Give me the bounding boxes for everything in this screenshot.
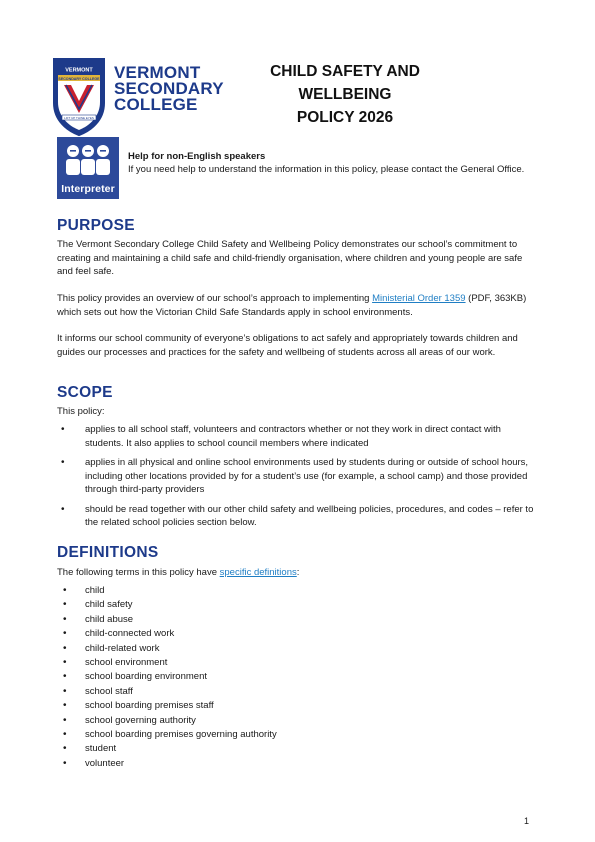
svg-text:LIFT UP THINE EYES: LIFT UP THINE EYES [64,115,94,120]
definitions-intro-post: : [296,567,300,578]
title-line-2: POLICY 2026 [296,109,394,126]
logo-line-3: COLLEGE [114,95,198,114]
title-line-1: CHILD SAFETY AND WELLBEING [270,63,420,103]
scope-list [57,423,537,536]
purpose-p2-post: (PDF, 363KB) which sets out how the Victorian Child Safe Standards apply in school environments. [57,293,527,318]
definition-item: • child [57,584,457,598]
definitions-intro-pre: The following terms in this policy have [57,567,220,578]
purpose-paragraph-3: It informs our school community of everyone’s obligations to act safely and appropriately towards children and guides our processes and practices for the safety and wellbeing of students across all areas of our work. [57,333,518,358]
help-notice [128,150,548,176]
definition-item: • volunteer [57,757,457,771]
definitions-intro [57,566,537,580]
svg-text:SECONDARY COLLEGE: SECONDARY COLLEGE [58,76,100,81]
definition-item: • child abuse [57,613,457,627]
definition-item: • school environment [57,656,457,670]
page-number: 1 [524,816,530,826]
definition-item: • school boarding premises staff [57,699,457,713]
school-crest-icon [52,57,106,137]
definitions-list [57,584,457,771]
logo-line-2: SECONDARY [114,79,224,98]
interpreter-label: Interpreter [61,183,115,195]
document-title [245,60,445,129]
interpreter-icon [57,137,119,199]
school-logo [52,57,227,137]
definition-item: • school boarding premises governing authority [57,728,457,742]
definition-item: • child-related work [57,642,457,656]
purpose-p2-pre: This policy provides an overview of our school’s approach to implementing [57,293,373,304]
specific-definitions-link[interactable]: specific definitions [219,567,297,578]
definition-item: • school boarding environment [57,670,457,684]
svg-text:VERMONT: VERMONT [65,67,93,74]
scope-intro: This policy: [57,406,105,417]
scope-item: • applies in all physical and online school environments used by students during or outside of school hours, including other locations provided by for a student’s use (for example, a school camp) and those provided through third-party providers [57,456,537,497]
help-title: Help for non-English speakers [128,151,266,162]
school-name-wordmark [114,65,224,113]
scope-item: • applies to all school staff, volunteers and contractors whether or not they work in direct contact with students. It also applies to school council members where indicated [57,423,537,450]
purpose-paragraph-1: The Vermont Secondary College Child Safety and Wellbeing Policy demonstrates our school’s commitment to creating and maintaining a child safe and child-friendly organisation, where children and young people are safe and feel safe. [57,239,523,277]
definition-item: • school staff [57,685,457,699]
purpose-heading: PURPOSE [57,217,135,234]
scope-item: • should be read together with our other child safety and wellbeing policies, procedures, and codes – refer to the related school policies section below. [57,503,537,530]
logo-line-1: VERMONT [114,63,201,82]
scope-heading: SCOPE [57,384,113,401]
definitions-heading: DEFINITIONS [57,544,159,561]
help-text: If you need help to understand the information in this policy, please contact the General Office. [128,164,525,175]
definition-item: • child safety [57,598,457,612]
definition-item: • student [57,742,457,756]
definition-item: • child-connected work [57,627,457,641]
ministerial-order-link[interactable]: Ministerial Order 1359 [372,293,466,304]
definition-item: • school governing authority [57,714,457,728]
purpose-paragraph-2 [57,292,537,319]
